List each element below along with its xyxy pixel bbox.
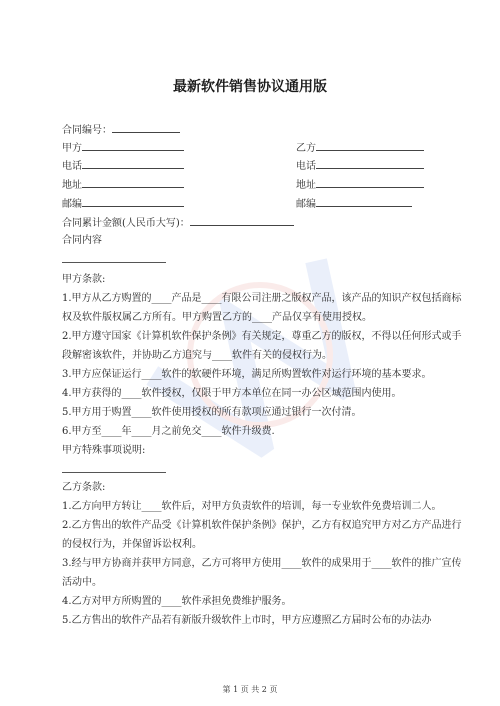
- party-a-clause: 6.甲方至____年____月之前免交____软件升级费.: [62, 426, 275, 437]
- party-b-clause: 1.乙方向甲方转让____软件后，对甲方负责软件的培训，每一专业软件免费培训二人。: [62, 501, 442, 512]
- postcode-a-blank: [82, 196, 184, 207]
- party-a-clause: 3.甲方应保证运行____软件的软硬件环境，满足所购置软件对运行环境的基本要求。: [62, 369, 432, 380]
- party-a-clause: 4.甲方获得的____软件授权，仅限于甲方本单位在同一办公区域范围内使用。: [62, 388, 402, 399]
- total-amount-blank: [190, 215, 294, 226]
- page-number-footer: 第 1 页 共 2 页: [222, 685, 278, 694]
- content-divider: [62, 262, 166, 263]
- special-notes-divider: [62, 472, 166, 473]
- party-a-section: [62, 270, 462, 460]
- postcode-a-row: [62, 196, 184, 212]
- postcode-a-label: 邮编: [62, 199, 82, 210]
- address-a-blank: [82, 177, 184, 188]
- party-b-clause: 3.经与甲方协商并获甲方同意，乙方可将甲方使用____软件的成果用于____软件的推广宣传活动中。: [62, 558, 462, 588]
- address-a-row: [62, 177, 184, 193]
- party-b-clause: 4.乙方对甲方所购置的____软件承担免费维护服务。: [62, 596, 292, 607]
- party-b-label: 乙方: [296, 143, 316, 154]
- phone-a-row: [62, 158, 184, 174]
- party-b-section: [62, 478, 462, 630]
- party-a-clause: 1.甲方从乙方购置的____产品是____有限公司注册之版权产品，该产品的知识产权包括商标权及软件版权属乙方所有。甲方购置乙方的____产品仅享有使用授权。: [62, 293, 462, 323]
- address-b-blank: [316, 177, 424, 188]
- party-a-row: [62, 140, 184, 156]
- party-a-label: 甲方: [62, 143, 82, 154]
- party-a-clause: 2.甲方遵守国家《计算机软件保护条例》有关规定，尊重乙方的版权，不得以任何形式或手段解密该软件，并协助乙方追究与____软件有关的侵权行为。: [62, 331, 462, 361]
- phone-a-blank: [82, 158, 184, 169]
- postcode-b-label: 邮编: [296, 199, 316, 210]
- contract-number-label: 合同编号：: [62, 125, 112, 136]
- party-a-heading: 甲方条款:: [62, 274, 106, 285]
- party-b-row: [296, 140, 424, 156]
- postcode-b-row: [296, 196, 412, 212]
- address-b-row: [296, 177, 424, 193]
- phone-b-label: 电话: [296, 161, 316, 172]
- total-amount-label: 合同累计金额(人民币大写)：: [62, 218, 190, 229]
- postcode-b-blank: [316, 196, 412, 207]
- party-a-special-notes: 甲方特殊事项说明:: [62, 445, 146, 456]
- party-b-clause: 5.乙方售出的软件产品若有新版升级软件上市时，甲方应遵照乙方届时公布的办法办: [62, 615, 432, 626]
- contract-number-row: [62, 122, 180, 138]
- contract-content-label: 合同内容: [62, 235, 102, 246]
- party-a-clause: 5.甲方用于购置____软件使用授权的所有款项应通过银行一次付清。: [62, 407, 362, 418]
- party-b-blank: [316, 140, 424, 151]
- address-a-label: 地址: [62, 180, 82, 191]
- phone-b-blank: [316, 158, 424, 169]
- party-b-clause: 2.乙方售出的软件产品受《计算机软件保护条例》保护，乙方有权追究甲方对乙方产品进行的侵权行为，并保留诉讼权利。: [62, 520, 462, 550]
- contract-number-blank: [112, 122, 180, 133]
- party-b-heading: 乙方条款:: [62, 482, 106, 493]
- address-b-label: 地址: [296, 180, 316, 191]
- party-a-blank: [82, 140, 184, 151]
- phone-b-row: [296, 158, 424, 174]
- document-title: 最新软件销售协议通用版: [173, 79, 327, 95]
- total-amount-row: [62, 215, 294, 231]
- phone-a-label: 电话: [62, 161, 82, 172]
